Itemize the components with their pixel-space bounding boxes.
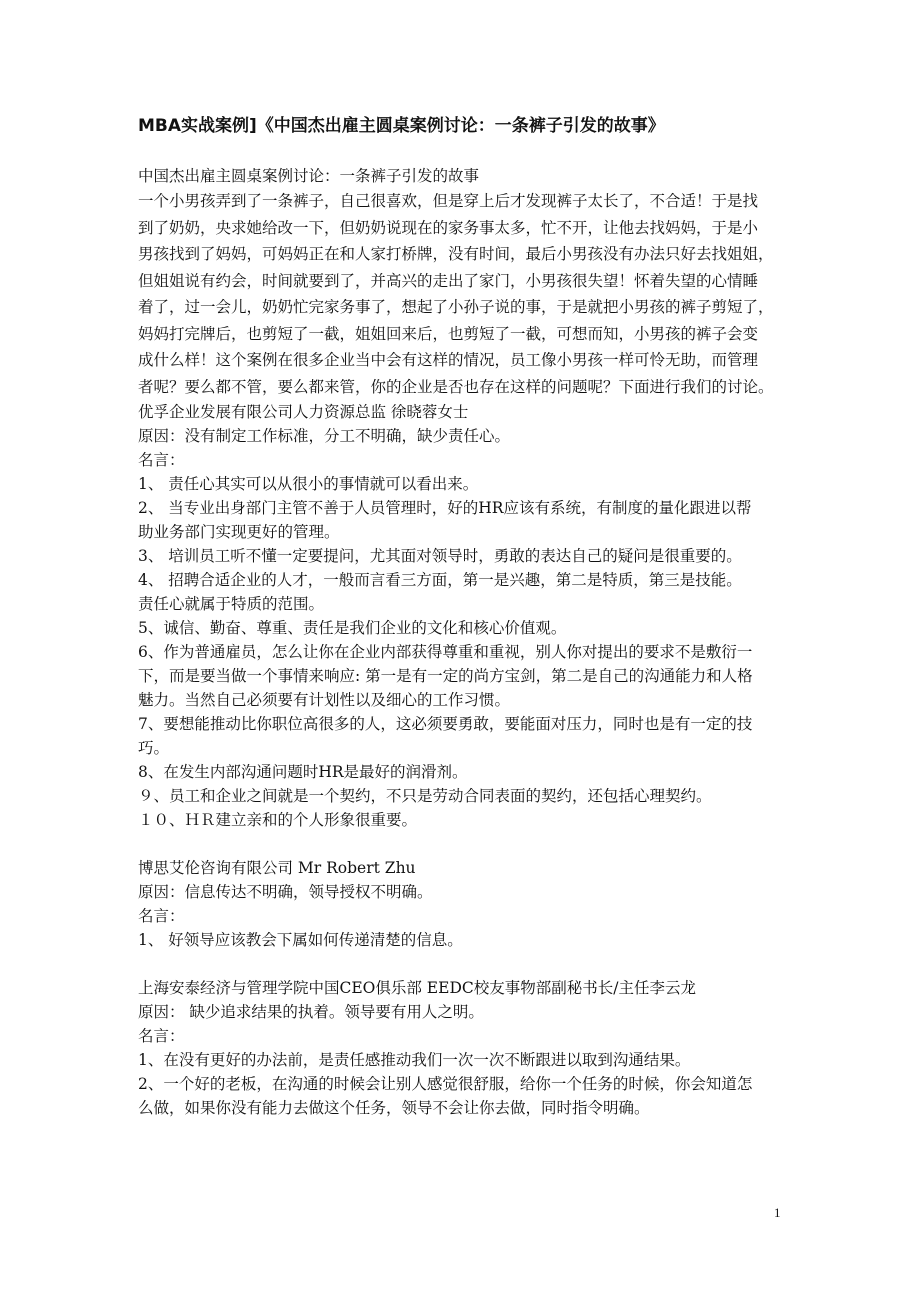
intro-line: 但姐姐说有约会，时间就要到了，并高兴的走出了家门，小男孩很失望！怀着失望的心情睡 <box>138 271 759 290</box>
discussion-section <box>138 400 786 832</box>
section-reason: 原因：没有制定工作标准，分工不明确，缺少责任心。 <box>138 427 511 445</box>
quote-line: 魅力。当然自己必须要有计划性以及细心的工作习惯。 <box>138 691 511 709</box>
case-subtitle: 中国杰出雇主圆桌案例讨论：一条裤子引发的故事 <box>138 167 480 185</box>
quote-line: 下，而是要当做一个事情来响应: 第一是有一定的尚方宝剑，第二是自己的沟通能力和人格 <box>138 667 753 685</box>
intro-line: 着了，过一会儿，奶奶忙完家务事了，想起了小孙子说的事，于是就把小男孩的裤子剪短了， <box>138 298 774 316</box>
quote-line: 1、在没有更好的办法前，是责任感推动我们一次一次不断跟进以取到沟通结果。 <box>138 1051 691 1069</box>
quote-line: 1、 好领导应该教会下属如何传递清楚的信息。 <box>138 931 463 949</box>
quote-line: 巧。 <box>138 739 170 757</box>
quote-line: 2、一个好的老板，在沟通的时候会让别人感觉很舒服，给你一个任务的时候，你会知道怎 <box>138 1075 753 1093</box>
page-number: 1 <box>774 1205 781 1220</box>
intro-line: 到了奶奶，央求她给改一下，但奶奶说现在的家务事太多，忙不开，让他去找妈妈，于是小 <box>138 218 759 237</box>
quote-line: 4、 招聘合适企业的人才，一般而言看三方面，第一是兴趣，第二是特质，第三是技能。 <box>138 571 742 589</box>
quote-line: ９、员工和企业之间就是一个契约，不只是劳动合同表面的契约，还包括心理契约。 <box>138 787 712 805</box>
document-title: MBA实战案例]《中国杰出雇主圆桌案例讨论：一条裤子引发的故事》 <box>138 116 665 136</box>
quote-line: 责任心就属于特质的范围。 <box>138 595 325 613</box>
quote-line: 助业务部门实现更好的管理。 <box>138 523 340 541</box>
discussion-sections <box>138 400 786 1120</box>
section-reason: 原因： 缺少追求结果的执着。领导要有用人之明。 <box>138 1003 484 1021</box>
quote-line: １０、ＨＲ建立亲和的个人形象很重要。 <box>138 811 418 829</box>
section-quotes-label: 名言： <box>138 907 185 925</box>
quote-line: 8、在发生内部沟通问题时HR是最好的润滑剂。 <box>138 763 468 781</box>
intro-line: 男孩找到了妈妈，可妈妈正在和人家打桥牌，没有时间，最后小男孩没有办法只好去找姐姐， <box>138 245 774 263</box>
section-speaker: 上海安泰经济与管理学院中国CEO俱乐部 EEDC校友事物部副秘书长/主任李云龙 <box>138 979 696 997</box>
section-speaker: 博思艾伦咨询有限公司 Mr Robert Zhu <box>138 859 416 877</box>
quote-line: 3、 培训员工听不懂一定要提问，尤其面对领导时，勇敢的表达自己的疑问是很重要的。 <box>138 547 742 565</box>
quote-line: 7、要想能推动比你职位高很多的人，这必须要勇敢，要能面对压力，同时也是有一定的技 <box>138 715 753 733</box>
section-quotes-label: 名言： <box>138 1027 185 1045</box>
section-spacer <box>138 832 786 856</box>
section-spacer <box>138 952 786 976</box>
discussion-section <box>138 952 786 1120</box>
quote-line: 5、诚信、勤奋、尊重、责任是我们企业的文化和核心价值观。 <box>138 619 567 637</box>
quote-line: 6、作为普通雇员，怎么让你在企业内部获得尊重和重视，别人你对提出的要求不是敷衍一 <box>138 643 753 661</box>
section-quotes-label: 名言： <box>138 451 185 469</box>
quote-line: 么做，如果你没有能力去做这个任务，领导不会让你去做，同时指令明确。 <box>138 1099 650 1117</box>
intro-line: 一个小男孩弄到了一条裤子，自己很喜欢，但是穿上后才发现裤子太长了，不合适！于是找 <box>138 192 759 210</box>
intro-line: 者呢？要么都不管，要么都来管，你的企业是否也存在这样的问题呢？下面进行我们的讨论。 <box>138 377 774 396</box>
intro-line: 妈妈打完牌后，也剪短了一截，姐姐回来后，也剪短了一截，可想而知，小男孩的裤子会变 <box>138 324 759 343</box>
intro-line: 成什么样！这个案例在很多企业当中会有这样的情况，员工像小男孩一样可怜无助，而管理 <box>138 351 759 369</box>
document-body <box>138 164 786 1120</box>
section-speaker: 优孚企业发展有限公司人力资源总监 徐晓蓉女士 <box>138 403 469 421</box>
quote-line: 1、 责任心其实可以从很小的事情就可以看出来。 <box>138 475 479 493</box>
quote-line: 2、 当专业出身部门主管不善于人员管理时，好的HR应该有系统，有制度的量化跟进以帮 <box>138 499 752 517</box>
section-reason: 原因：信息传达不明确，领导授权不明确。 <box>138 883 433 901</box>
discussion-section <box>138 832 786 952</box>
case-intro <box>138 188 786 400</box>
